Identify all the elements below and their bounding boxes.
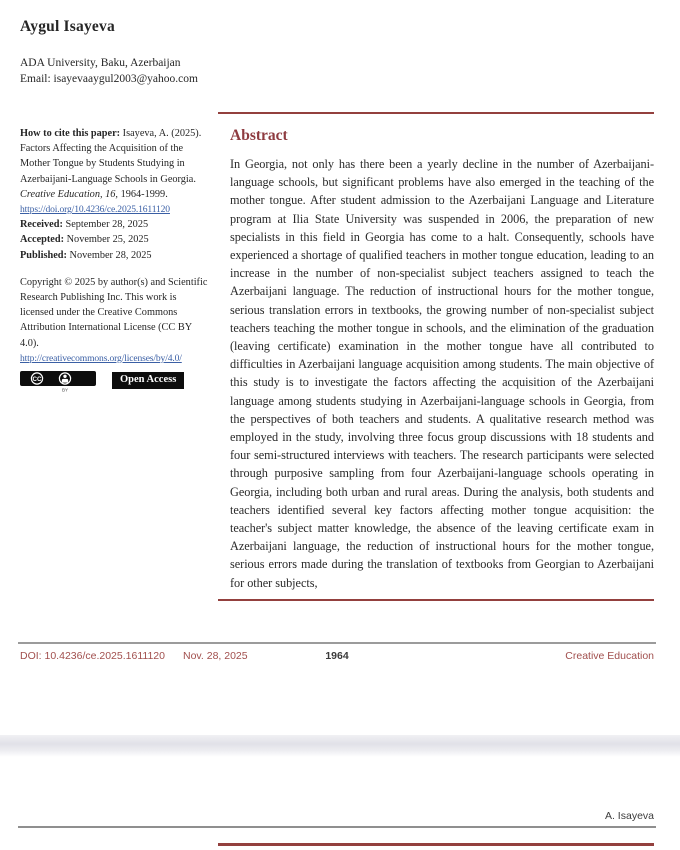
published-label: Published: bbox=[20, 249, 67, 261]
author-name: Aygul Isayeva bbox=[20, 18, 115, 35]
next-page-red-rule bbox=[218, 843, 654, 846]
footer-journal-name: Creative Education bbox=[565, 650, 654, 662]
dates-block bbox=[20, 217, 212, 263]
cc-by-badge[interactable] bbox=[20, 371, 98, 392]
published-value: November 28, 2025 bbox=[66, 249, 152, 261]
license-badges bbox=[20, 371, 212, 392]
received-label: Received: bbox=[20, 219, 63, 231]
copyright-paragraph: Copyright © 2025 by author(s) and Scientific Research Publishing Inc. This work is licensed under the Creative Commons Attribution International License (CC BY 4.0). bbox=[20, 276, 208, 349]
abstract-column bbox=[230, 126, 654, 601]
footer-date: Nov. 28, 2025 bbox=[183, 650, 248, 662]
journal-page-next-top bbox=[0, 757, 680, 850]
two-column-body bbox=[20, 126, 654, 601]
running-head-rule bbox=[18, 826, 656, 828]
page-separator bbox=[0, 735, 680, 757]
cite-label: How to cite this paper: bbox=[20, 128, 123, 139]
doi-link-line bbox=[20, 202, 212, 217]
abstract-text: In Georgia, not only has there been a yearly decline in the number of Azerbaijani-language schools, but significant problems have also emerged in the teaching of the mother tongue. After student admission to the Azerbaijani Language and Literature program at Ilia State University was suspended in 2006, the preparation of new specialists in this field in Georgia has come to a halt. Consequently, schools have experienced a shortage of qualified teachers in mother tongue education, leading to an increase in the number of non-specialist subject teachers assigned to teach the Azerbaijani language. The reduction of instructional hours for the mother tongue, serious translation errors in textbooks, the growing number of non-specialist subject teachers teaching the mother tongue in schools, and the elimination of the graduation (leaving certificate) examination in the mother tongue have all contributed to difficulties in Azerbaijani language acquisition among students. The main objective of this study is to investigate the factors affecting the acquisition of the Azerbaijani language among students studying in Azerbaijani-language schools in Georgia, from the perspectives of both teachers and students. A qualitative research method was employed in the study, involving three focus group discussions with 18 students and four semi-structured interviews with teachers. The research participants were selected through purposive sampling from four Azerbaijani-language schools operating in Georgia, including both urban and rural areas. During the analysis, both students and teachers identified several key factors affecting mother tongue acquisition: the teacher's subject matter knowledge, the absence of the leaving certificate exam in Azerbaijani language, the reduction of instructional hours for the mother tongue, serious errors made during the translation of textbooks from Georgian to Azerbaijani for other subjects, bbox=[230, 157, 654, 590]
received-line bbox=[20, 217, 212, 232]
footer-doi: DOI: 10.4236/ce.2025.1611120 bbox=[20, 650, 165, 662]
open-access-badge[interactable]: Open Access bbox=[112, 372, 184, 389]
cite-journal-italic: Creative Education, 16, bbox=[20, 188, 118, 200]
citation-paragraph bbox=[20, 126, 212, 202]
page-footer bbox=[20, 650, 654, 666]
affiliation: ADA University, Baku, Azerbaijan bbox=[20, 57, 181, 69]
running-head-author: A. Isayeva bbox=[604, 810, 654, 822]
abstract-bottom-rule bbox=[218, 599, 654, 601]
accepted-line bbox=[20, 232, 212, 247]
doi-link[interactable]: https://doi.org/10.4236/ce.2025.1611120 bbox=[20, 204, 170, 216]
email-line: Email: isayevaaygul2003@yahoo.com bbox=[20, 72, 198, 85]
cc-by-label: BY bbox=[61, 387, 69, 393]
abstract-heading: Abstract bbox=[230, 127, 288, 144]
cite-pages: 1964-1999. bbox=[118, 188, 168, 200]
received-value: September 28, 2025 bbox=[62, 219, 149, 231]
footer-page-number: 1964 bbox=[325, 650, 349, 662]
svg-text:CC: CC bbox=[32, 375, 42, 383]
accepted-value: November 25, 2025 bbox=[64, 234, 149, 246]
license-link[interactable]: http://creativecommons.org/licenses/by/4.0/ bbox=[20, 352, 182, 364]
author-header bbox=[0, 0, 680, 87]
abstract-top-rule bbox=[218, 112, 654, 114]
metadata-column bbox=[20, 126, 212, 601]
published-line bbox=[20, 248, 212, 263]
footer-divider bbox=[18, 642, 656, 644]
accepted-label: Accepted: bbox=[20, 234, 65, 246]
cite-text: Isayeva, A. (2025). Factors Affecting the Acquisition of the Mother Tongue by Students Studying in Azerbaijani-Language Schools in Georgia. bbox=[20, 128, 202, 185]
